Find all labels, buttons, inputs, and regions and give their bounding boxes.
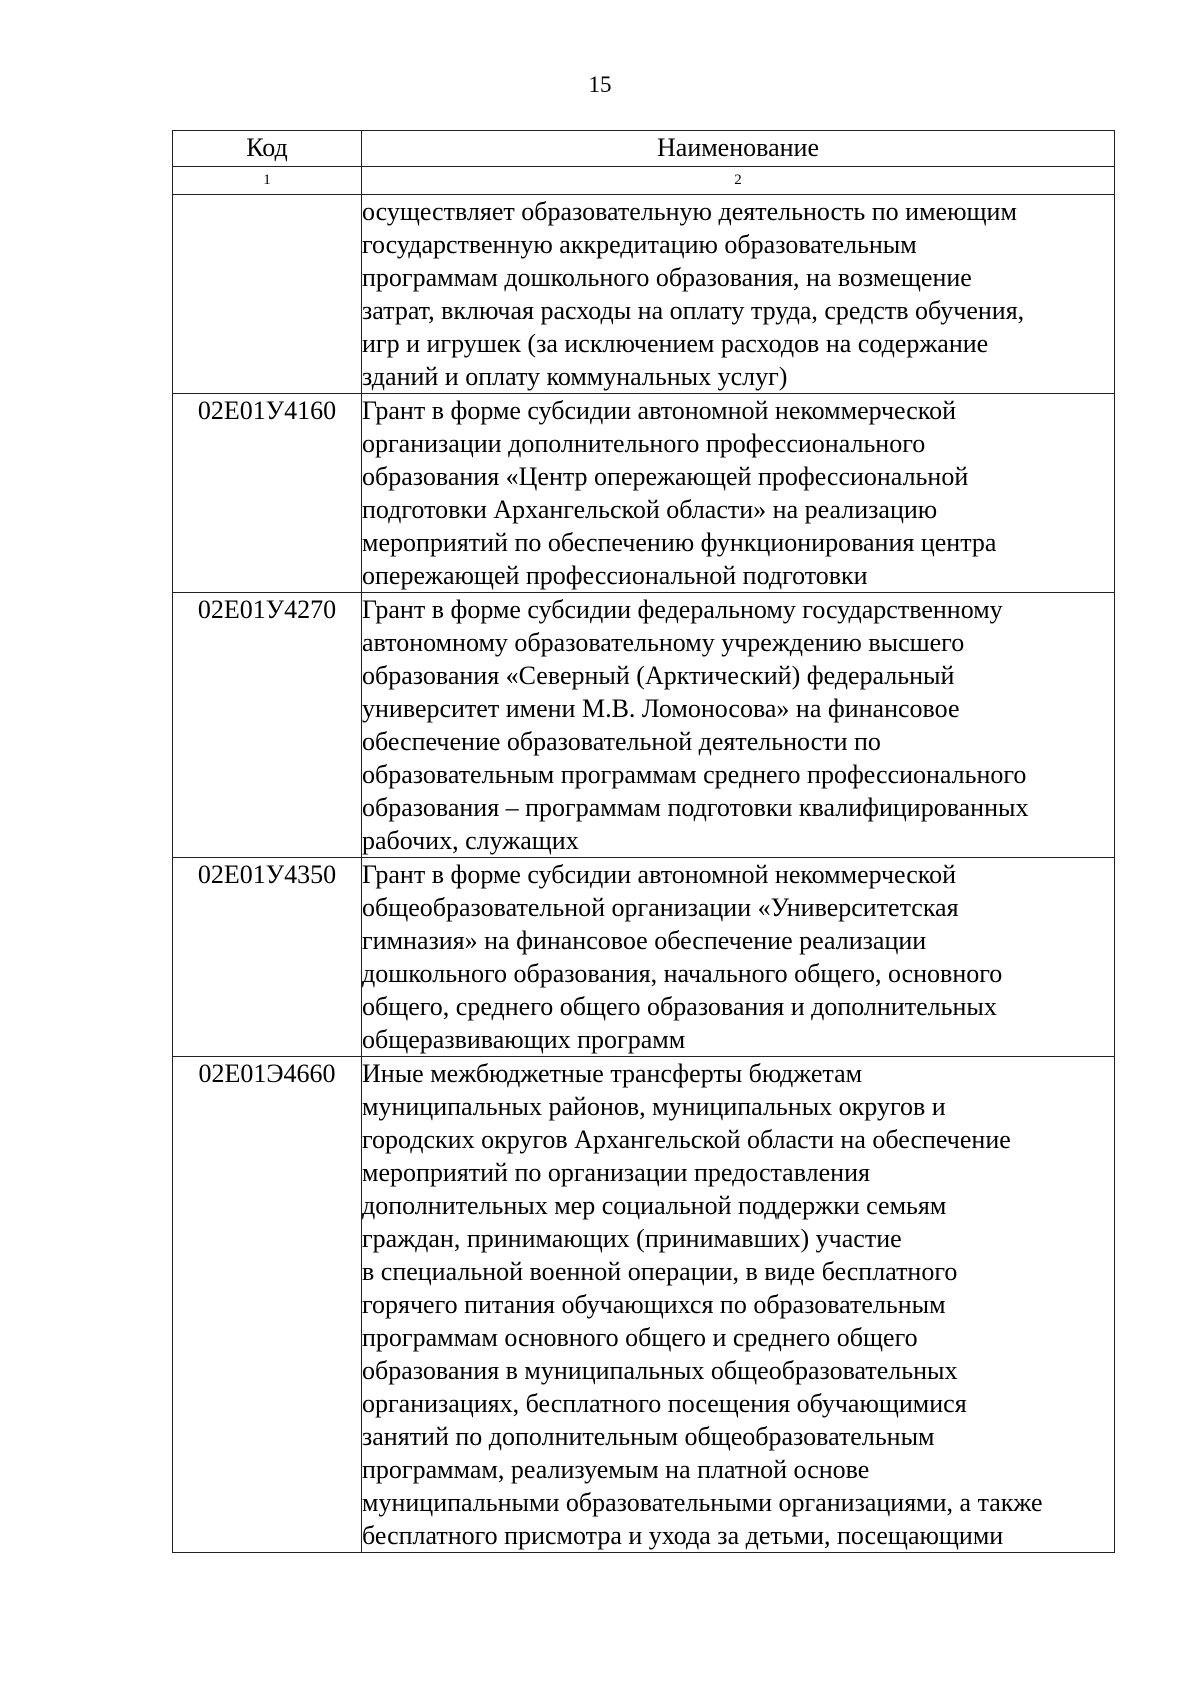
budget-codes-table [172,130,1115,1553]
name-line: в специальной военной операции, в виде бесплатного [362,1257,958,1286]
name-line: дошкольного образования, начального общего, основного [362,959,1003,988]
name-line: организациях, бесплатного посещения обучающимися [362,1389,967,1418]
name-line: Грант в форме субсидии федеральному государственному [362,595,1003,624]
name-line: Иные межбюджетные трансферты бюджетам [362,1059,863,1088]
name-line: образования «Северный (Арктический) федеральный [362,661,955,690]
header-code: Код [173,131,362,167]
name-line: занятий по дополнительным общеобразовательным [362,1422,935,1451]
name-line: горячего питания обучающихся по образовательным [362,1290,946,1319]
table-row [173,394,1115,593]
header-name: Наименование [362,131,1115,167]
name-line: Грант в форме субсидии автономной некоммерческой [362,396,957,425]
name-line: затрат, включая расходы на оплату труда, средств обучения, [362,296,1025,325]
name-line: автономному образовательному учреждению высшего [362,628,965,657]
name-line: программам, реализуемым на платной основе [362,1455,870,1484]
row-name [362,593,1115,858]
name-line: граждан, принимающих (принимавших) участие [362,1224,902,1253]
name-line: общего, среднего общего образования и дополнительных [362,992,997,1021]
table-row [173,593,1115,858]
row-code: 02Е01У4160 [173,394,362,593]
name-line: программам основного общего и среднего общего [362,1323,918,1352]
page-number: 15 [588,72,612,97]
name-line: образовательным программам среднего профессионального [362,760,1027,789]
name-line: подготовки Архангельской области» на реализацию [362,495,938,524]
row-name [362,1057,1115,1553]
name-line: общеобразовательной организации «Университетская [362,893,959,922]
name-line: мероприятий по обеспечению функционирования центра [362,528,997,557]
row-name [362,394,1115,593]
name-line: муниципальными образовательными организациями, а также [362,1488,1043,1517]
name-line: осуществляет образовательную деятельность по имеющим [362,197,1017,226]
name-line: игр и игрушек (за исключением расходов на содержание [362,329,989,358]
row-name [362,195,1115,394]
table-row [173,1057,1115,1553]
name-line: зданий и оплату коммунальных услуг) [362,362,788,391]
name-line: дополнительных мер социальной поддержки семьям [362,1191,947,1220]
table-row [173,858,1115,1057]
name-line: рабочих, служащих [362,826,579,855]
name-line: опережающей профессиональной подготовки [362,561,868,590]
column-number-row [173,167,1115,195]
column-number-name: 2 [362,167,1115,195]
name-line: гимназия» на финансовое обеспечение реализации [362,926,927,955]
name-line: образования – программам подготовки квалифицированных [362,793,1029,822]
name-line: образования в муниципальных общеобразовательных [362,1356,958,1385]
row-name [362,858,1115,1057]
name-line: мероприятий по организации предоставления [362,1158,870,1187]
name-line: бесплатного присмотра и ухода за детьми, посещающими [362,1521,1004,1550]
row-code: 02Е01У4270 [173,593,362,858]
row-code [173,195,362,394]
table-header-row [173,131,1115,167]
name-line: программам дошкольного образования, на возмещение [362,263,972,292]
name-line: обеспечение образовательной деятельности по [362,727,881,756]
name-line: муниципальных районов, муниципальных округов и [362,1092,946,1121]
row-code: 02Е01Э4660 [173,1057,362,1553]
name-line: общеразвивающих программ [362,1025,686,1054]
name-line: Грант в форме субсидии автономной некоммерческой [362,860,957,889]
row-code: 02Е01У4350 [173,858,362,1057]
table-row [173,195,1115,394]
name-line: образования «Центр опережающей профессиональной [362,462,969,491]
name-line: государственную аккредитацию образовательным [362,230,917,259]
column-number-code: 1 [173,167,362,195]
name-line: университет имени М.В. Ломоносова» на финансовое [362,694,960,723]
name-line: организации дополнительного профессионального [362,429,926,458]
name-line: городских округов Архангельской области на обеспечение [362,1125,1011,1154]
